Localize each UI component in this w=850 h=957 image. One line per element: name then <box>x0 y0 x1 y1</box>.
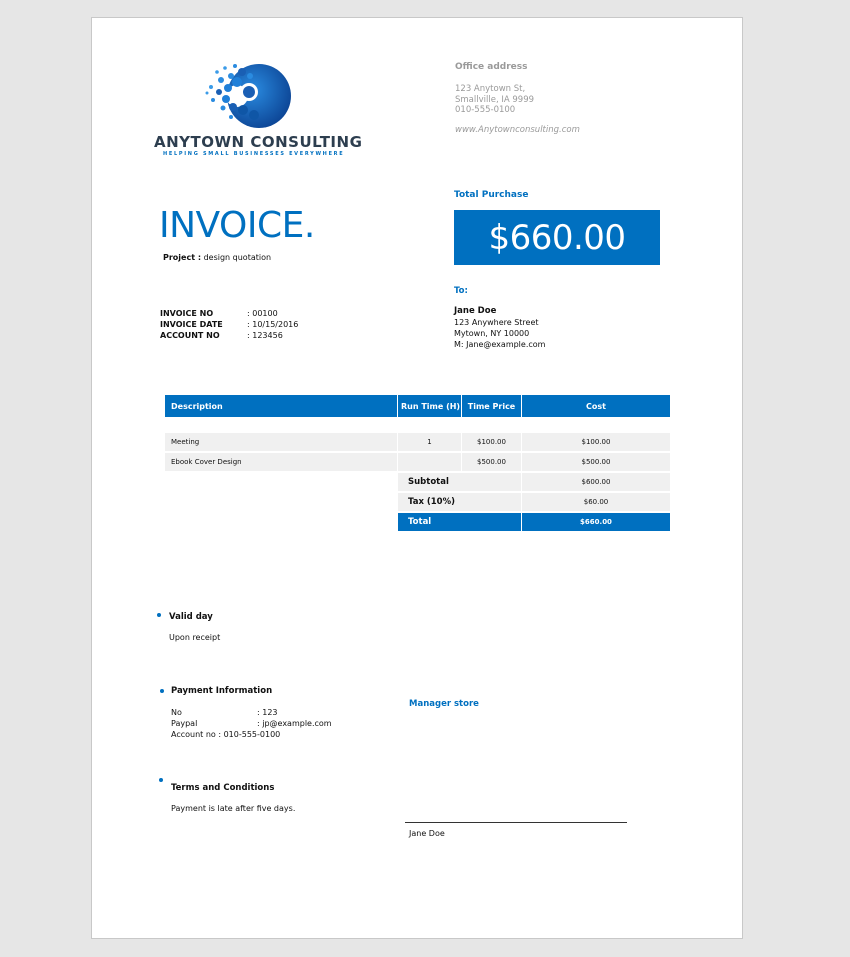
total-purchase-amount: $660.00 <box>454 210 660 265</box>
valid-day-title: Valid day <box>169 612 213 622</box>
invoice-meta <box>160 308 298 341</box>
recipient-label: To: <box>454 286 468 296</box>
cell-cost: $500.00 <box>522 453 670 471</box>
project-label: Project : <box>163 253 202 262</box>
company-tagline: HELPING SMALL BUSINESSES EVERYWHERE <box>163 151 345 157</box>
header-time-price: Time Price <box>462 395 522 417</box>
office-street: 123 Anytown St, <box>455 84 526 94</box>
table-header-row <box>165 395 670 417</box>
payment-row <box>171 718 332 729</box>
project-value: design quotation <box>201 253 272 262</box>
cell-run-time: 1 <box>398 433 462 451</box>
recipient-city: Mytown, NY 10000 <box>454 329 530 338</box>
terms-title: Terms and Conditions <box>171 783 275 793</box>
dotted-globe-logo-icon <box>197 62 292 132</box>
header-run-time: Run Time (H) <box>398 395 462 417</box>
bullet-icon <box>157 613 161 617</box>
subtotal-value: $600.00 <box>522 473 670 491</box>
tax-row <box>165 493 670 511</box>
total-purchase-label: Total Purchase <box>454 190 529 200</box>
cell-description: Meeting <box>165 433 398 451</box>
cell-cost: $100.00 <box>522 433 670 451</box>
total-row <box>165 513 670 531</box>
meta-row-invoice-no <box>160 308 298 319</box>
bullet-icon <box>160 689 164 693</box>
meta-value: : 10/15/2016 <box>247 320 299 329</box>
office-phone: 010-555-0100 <box>455 105 516 115</box>
cell-run-time <box>398 453 462 471</box>
table-row <box>165 453 670 471</box>
subtotal-row <box>165 473 670 491</box>
signature-name: Jane Doe <box>409 829 445 838</box>
header-cost: Cost <box>522 395 670 417</box>
payment-value: : 123 <box>257 708 278 717</box>
total-value: $660.00 <box>522 513 670 531</box>
office-website: www.Anytownconsulting.com <box>455 125 580 135</box>
recipient-block <box>454 306 545 350</box>
header-description: Description <box>165 395 398 417</box>
terms-text: Payment is late after five days. <box>171 804 296 813</box>
invoice-title: INVOICE. <box>159 205 315 246</box>
invoice-page <box>91 17 743 939</box>
line-items-table <box>165 395 670 533</box>
cell-description: Ebook Cover Design <box>165 453 398 471</box>
subtotal-label: Subtotal <box>398 473 522 491</box>
recipient-street: 123 Anywhere Street <box>454 318 539 327</box>
meta-value: : 123456 <box>247 331 283 340</box>
tax-value: $60.00 <box>522 493 670 511</box>
payment-key: Paypal <box>171 719 198 728</box>
payment-details <box>171 707 332 740</box>
payment-account-row: Account no : 010-555-0100 <box>171 730 281 739</box>
office-address-label: Office address <box>455 62 528 72</box>
meta-key: ACCOUNT NO <box>160 331 220 340</box>
project-line <box>163 253 271 262</box>
payment-key: No <box>171 708 182 717</box>
manager-store-label: Manager store <box>409 699 479 709</box>
meta-row-account-no <box>160 330 298 341</box>
company-name: ANYTOWN CONSULTING <box>154 133 363 151</box>
signature-line <box>405 822 627 823</box>
cell-time-price: $500.00 <box>462 453 522 471</box>
meta-row-invoice-date <box>160 319 298 330</box>
payment-value: : jp@example.com <box>257 719 332 728</box>
cell-time-price: $100.00 <box>462 433 522 451</box>
recipient-name: Jane Doe <box>454 306 497 316</box>
valid-day-text: Upon receipt <box>169 633 221 642</box>
office-city: Smallville, IA 9999 <box>455 95 535 105</box>
recipient-email: M: Jane@example.com <box>454 340 546 349</box>
table-row <box>165 433 670 451</box>
tax-label: Tax (10%) <box>398 493 522 511</box>
meta-value: : 00100 <box>247 309 278 318</box>
bullet-icon <box>159 778 163 782</box>
meta-key: INVOICE DATE <box>160 320 223 329</box>
payment-row <box>171 707 332 718</box>
payment-info-title: Payment Information <box>171 686 273 696</box>
meta-key: INVOICE NO <box>160 309 214 318</box>
total-label: Total <box>398 513 522 531</box>
